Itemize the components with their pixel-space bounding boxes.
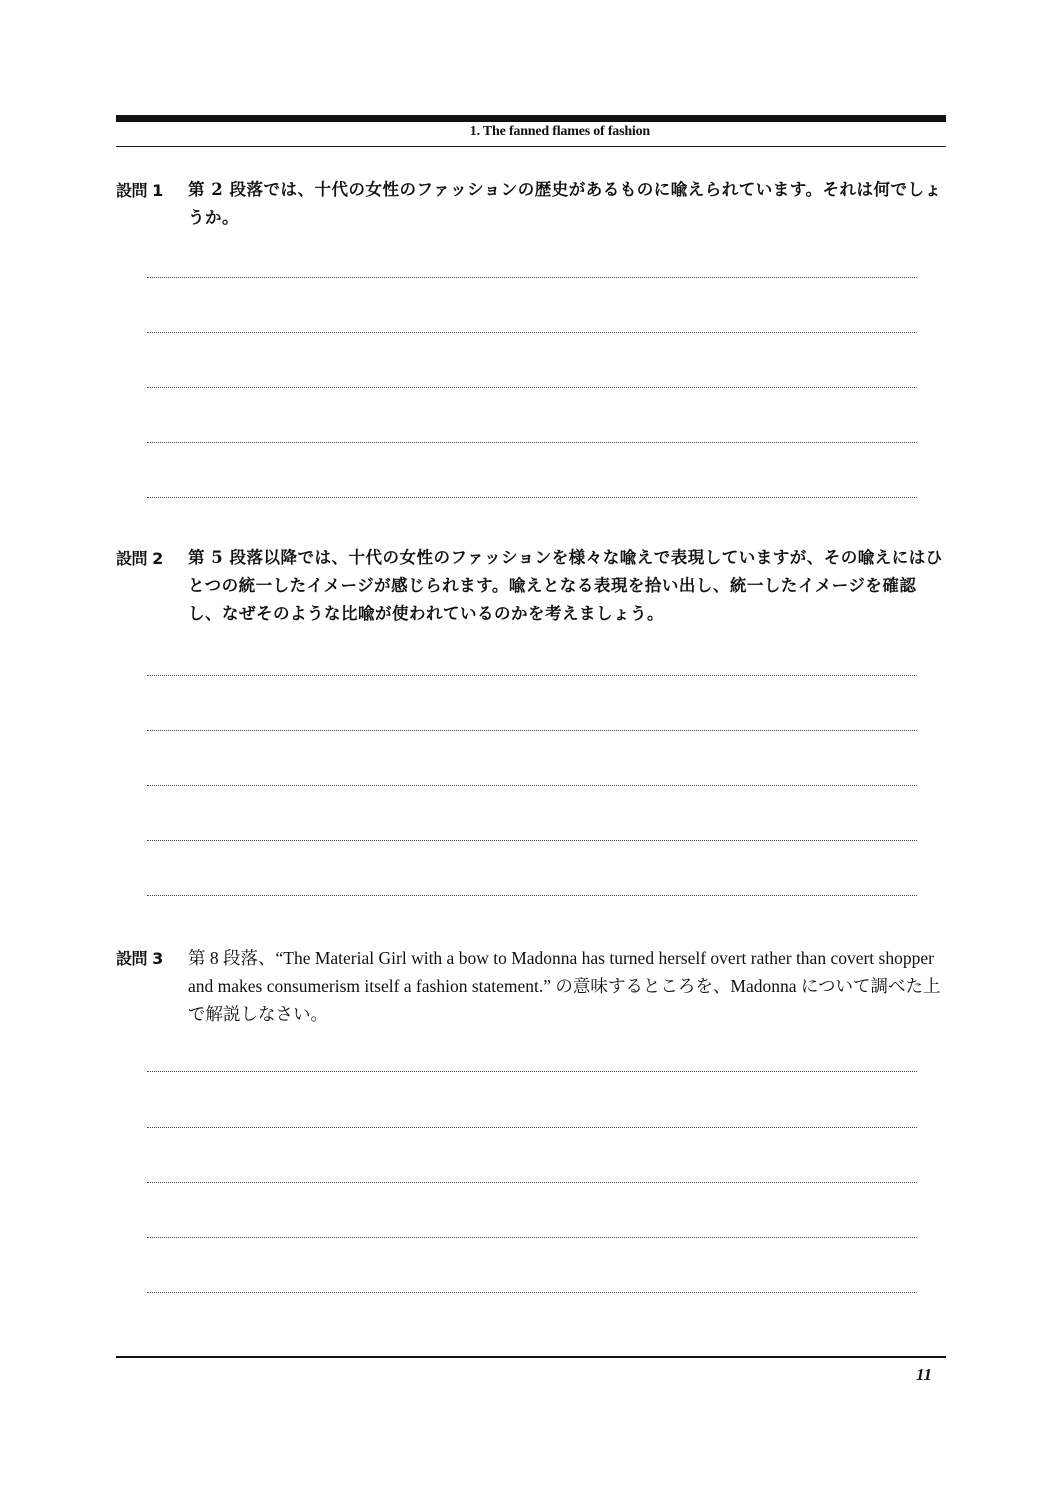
answer-line-q1-1[interactable] — [147, 277, 917, 278]
answer-line-q1-3[interactable] — [147, 387, 917, 388]
answer-line-q2-5[interactable] — [147, 895, 917, 896]
question-3-text: 第 8 段落、“The Material Girl with a bow to Madonna has turned herself overt rather than covert shopper and makes consumerism itself a fashion statement.” の意味するところを、Madonna について調べた上で解説しなさい。 — [188, 948, 941, 1024]
answer-line-q1-5[interactable] — [147, 497, 917, 498]
header-top-rule — [116, 115, 946, 122]
question-1-label: 設問 1 — [116, 181, 163, 200]
answer-line-q2-2[interactable] — [147, 730, 917, 731]
answer-line-q3-2[interactable] — [147, 1127, 917, 1128]
question-2-text: 第 5 段落以降では、十代の女性のファッションを様々な喩えで表現していますが、その喩えにはひとつの統一したイメージが感じられます。喩えとなる表現を拾い出し、統一したイメージを確認し、なぜそのような比喩が使われているのかを考えましょう。 — [188, 548, 943, 623]
answer-line-q3-1[interactable] — [147, 1071, 917, 1072]
header-bottom-rule — [116, 146, 946, 147]
answer-line-q1-2[interactable] — [147, 332, 917, 333]
question-3-label: 設問 3 — [116, 949, 163, 968]
footer-rule — [116, 1356, 946, 1358]
answer-line-q2-1[interactable] — [147, 675, 917, 676]
question-1-text: 第 2 段落では、十代の女性のファッションの歴史があるものに喩えられています。それは何でしょうか。 — [188, 180, 942, 227]
answer-line-q3-5[interactable] — [147, 1292, 917, 1293]
answer-line-q2-3[interactable] — [147, 785, 917, 786]
running-header-title: 1. The fanned flames of fashion — [469, 124, 650, 139]
question-2-label: 設問 2 — [116, 549, 163, 568]
answer-line-q2-4[interactable] — [147, 840, 917, 841]
page-number: 11 — [916, 1365, 933, 1384]
answer-line-q3-4[interactable] — [147, 1237, 917, 1238]
answer-line-q3-3[interactable] — [147, 1182, 917, 1183]
answer-line-q1-4[interactable] — [147, 442, 917, 443]
